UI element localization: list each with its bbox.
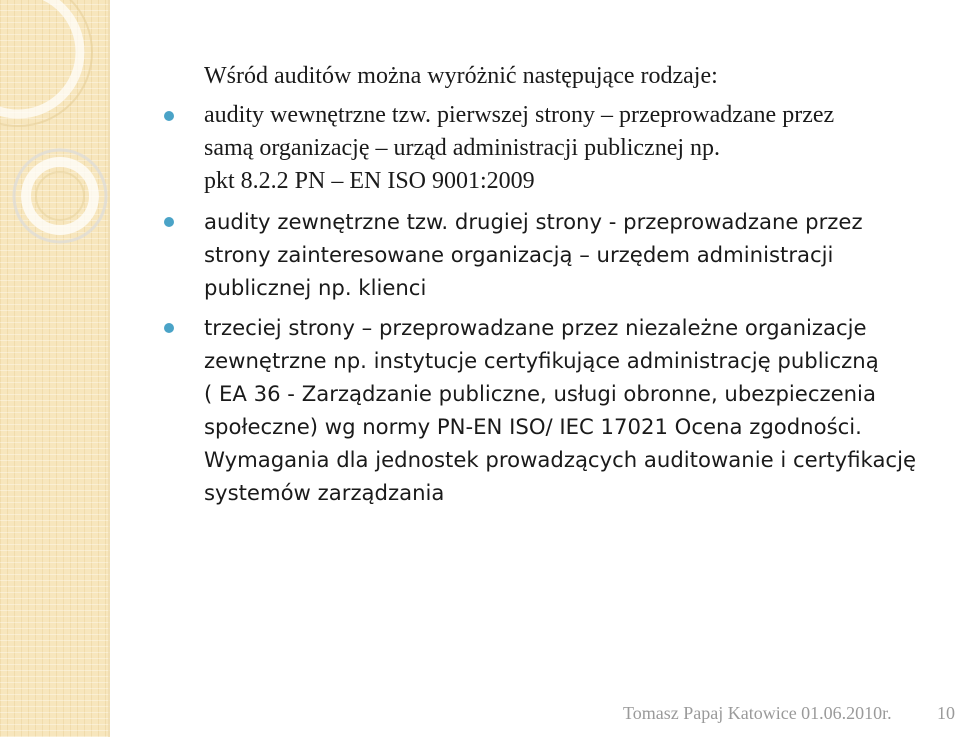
bullet-icon <box>164 111 174 121</box>
bullet-line: systemów zarządzania <box>204 480 445 505</box>
bullet-line: ( EA 36 - Zarządzanie publiczne, usługi obronne, ubezpieczenia <box>204 381 876 406</box>
intro-text: Wśród auditów można wyróżnić następujące rodzaje: <box>204 63 718 89</box>
bullet-line: audity zewnętrzne tzw. drugiej strony - przeprowadzane przez <box>204 209 863 234</box>
bullet-line: zewnętrzne np. instytucje certyfikujące administrację publiczną <box>204 348 879 373</box>
bullet-line: Wymagania dla jednostek prowadzących auditowanie i certyfikację <box>204 447 917 472</box>
bullet-line: strony zainteresowane organizacją – urzędem administracji <box>204 242 834 267</box>
bullet-icon <box>164 323 174 333</box>
bullet-list <box>204 99 939 509</box>
decorative-rings-icon <box>0 0 140 320</box>
bullet-line: publicznej np. klienci <box>204 275 427 300</box>
bullet-line: społeczne) wg normy PN-EN ISO/ IEC 17021 Ocena zgodności. <box>204 414 862 439</box>
footer-author-date: Tomasz Papaj Katowice 01.06.2010r. <box>623 703 892 723</box>
page-number: 10 <box>937 703 955 723</box>
slide-content <box>204 60 939 516</box>
bullet-icon <box>164 217 174 227</box>
bullet-line: trzeciej strony – przeprowadzane przez niezależne organizacje <box>204 315 867 340</box>
bullet-line: audity wewnętrzne tzw. pierwszej strony – przeprowadzane przez <box>204 102 835 128</box>
bullet-line: pkt 8.2.2 PN – EN ISO 9001:2009 <box>204 168 535 194</box>
bullet-item-external-audit <box>204 205 939 304</box>
bullet-item-internal-audit <box>204 99 939 198</box>
bullet-item-third-party-audit <box>204 311 939 509</box>
bullet-line: samą organizację – urząd administracji publicznej np. <box>204 135 721 161</box>
